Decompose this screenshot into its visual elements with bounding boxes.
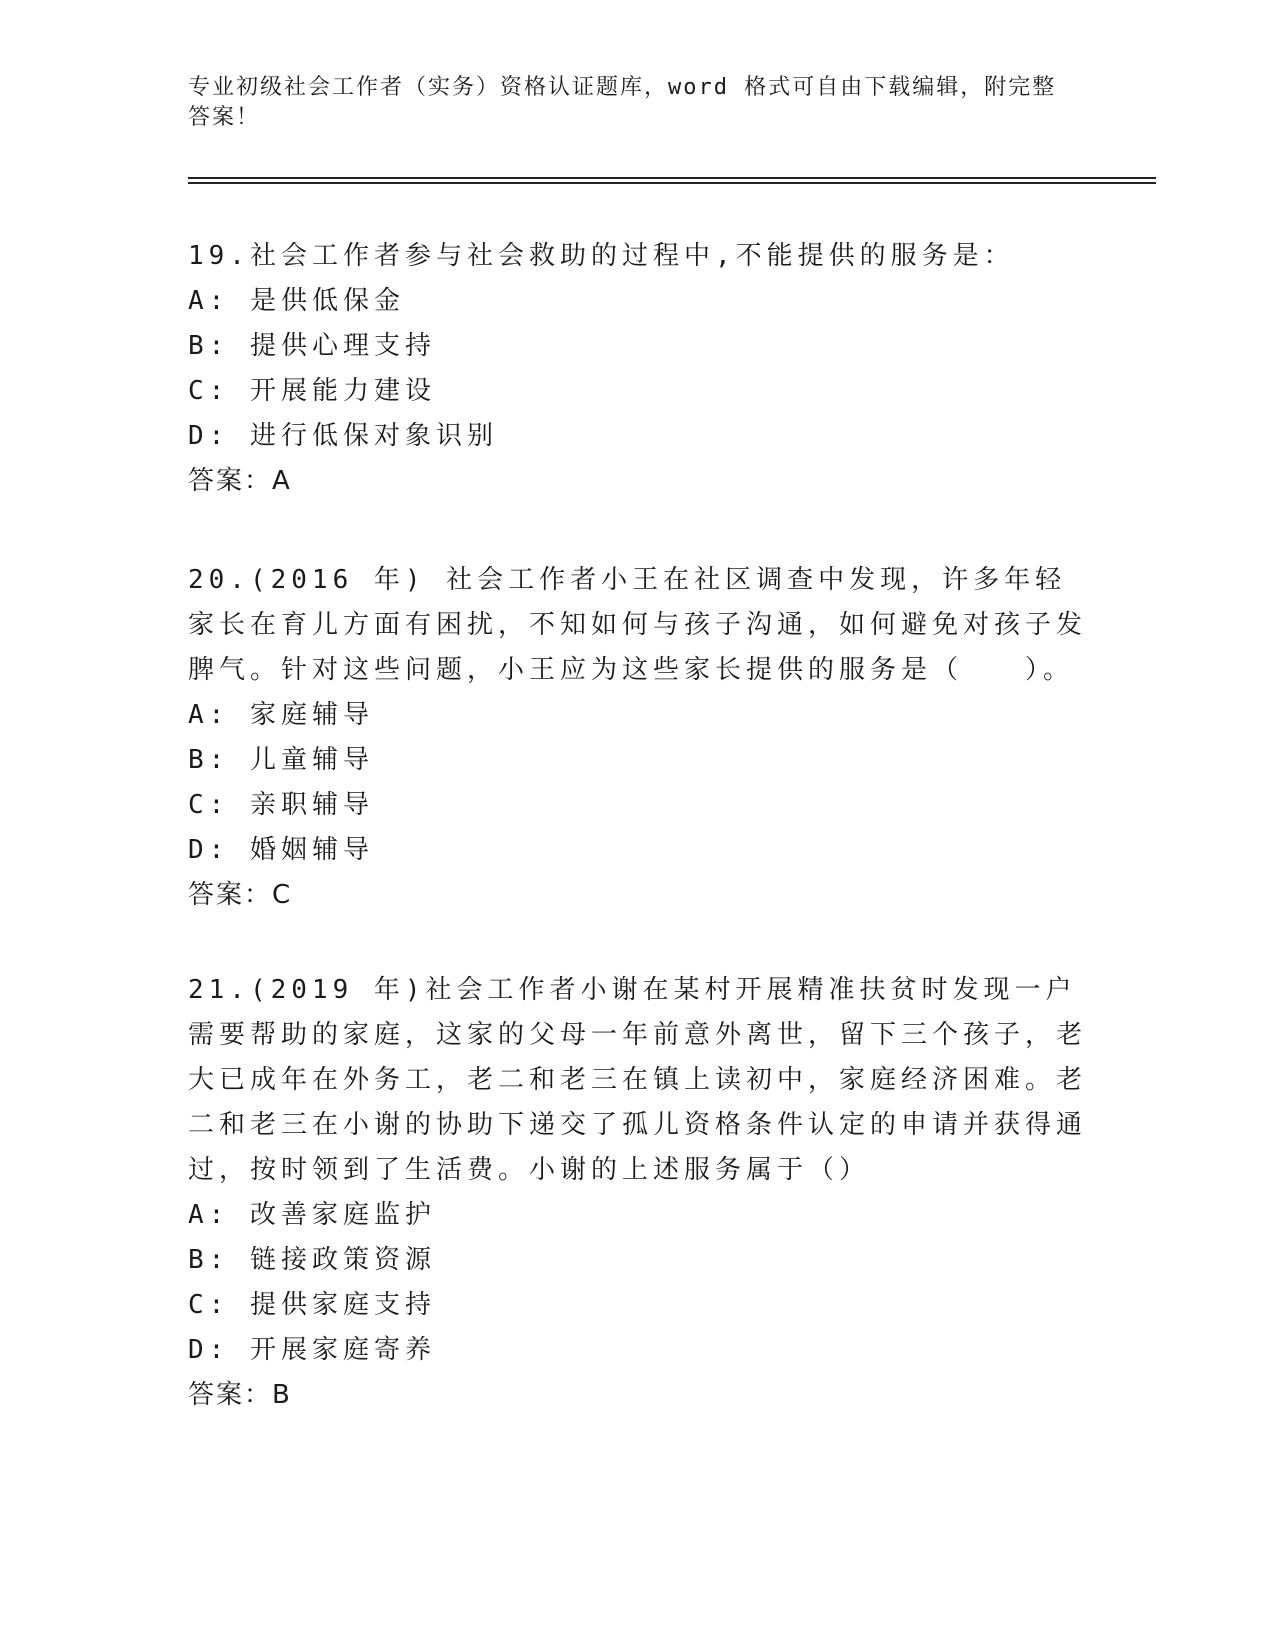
question-21 bbox=[188, 968, 1088, 1418]
option-d: D: 进行低保对象识别 bbox=[188, 421, 498, 451]
option-a: A: 家庭辅导 bbox=[188, 700, 374, 730]
option-b: B: 链接政策资源 bbox=[188, 1245, 436, 1275]
option-a: A: 是供低保金 bbox=[188, 286, 405, 316]
header-divider-bottom bbox=[188, 182, 1156, 184]
answer-line: 答案：B bbox=[188, 1380, 292, 1410]
option-b: B: 儿童辅导 bbox=[188, 745, 374, 775]
option-c: C: 亲职辅导 bbox=[188, 790, 374, 820]
option-c: C: 开展能力建设 bbox=[188, 376, 436, 406]
option-b: B: 提供心理支持 bbox=[188, 331, 436, 361]
option-d: D: 开展家庭寄养 bbox=[188, 1335, 436, 1365]
answer-line: 答案：A bbox=[188, 466, 292, 496]
option-d: D: 婚姻辅导 bbox=[188, 835, 374, 865]
option-a: A: 改善家庭监护 bbox=[188, 1200, 436, 1230]
question-19 bbox=[188, 234, 1088, 504]
question-stem: 21.(2019 年)社会工作者小谢在某村开展精准扶贫时发现一户需要帮助的家庭，这家的父母一年前意外离世，留下三个孩子，老大已成年在外务工，老二和老三在镇上读初中，家庭经济困难。老二和老三在小谢的协助下递交了孤儿资格条件认定的申请并获得通过，按时领到了生活费。小谢的上述服务属于（） bbox=[188, 975, 1088, 1185]
question-stem: 20.(2016 年) 社会工作者小王在社区调查中发现，许多年轻家长在育儿方面有困扰，不知如何与孩子沟通，如何避免对孩子发脾气。针对这些问题，小王应为这些家长提供的服务是（ ）。 bbox=[188, 565, 1088, 685]
question-stem: 19.社会工作者参与社会救助的过程中,不能提供的服务是： bbox=[188, 241, 1015, 271]
option-c: C: 提供家庭支持 bbox=[188, 1290, 436, 1320]
document-header-intro: 专业初级社会工作者（实务）资格认证题库，word 格式可自由下载编辑，附完整答案！ bbox=[188, 75, 1057, 130]
question-20 bbox=[188, 558, 1088, 918]
header-divider-top bbox=[188, 177, 1156, 179]
answer-line: 答案：C bbox=[188, 880, 293, 910]
